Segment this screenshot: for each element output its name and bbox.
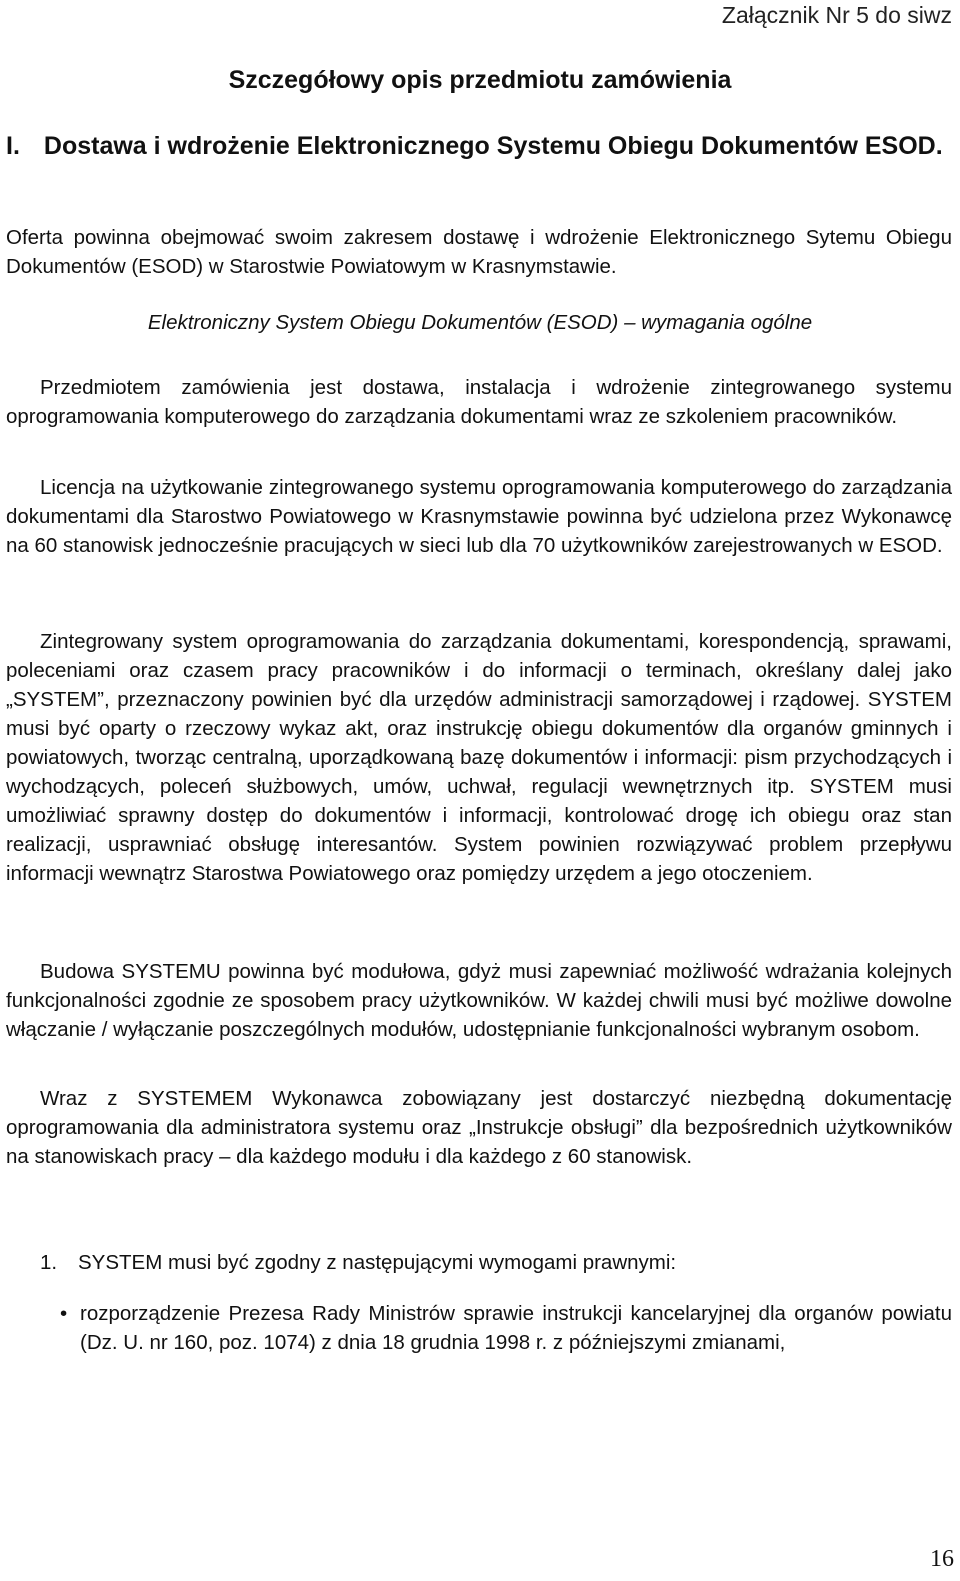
paragraph-5: Wraz z SYSTEMEM Wykonawca zobowiązany jest dostarczyć niezbędną dokumentację oprogramowania dla administratora systemu oraz „Instrukcje obsługi” dla bezpośrednich użytkowników na stanowiskach pracy – dla każdego modułu i dla każdego z 60 stanowisk. — [6, 1087, 952, 1168]
paragraph-2: Licencja na użytkowanie zintegrowanego systemu oprogramowania komputerowego do zarządzania dokumentami dla Starostwo Powiatowego w Krasnymstawie powinna być udzielona przez Wykonawcę na 60 stanowisk jednocześnie pracujących w sieci lub dla 70 użytkowników zarejestrowanych w ESOD. — [6, 476, 952, 557]
page-number: 16 — [930, 1546, 954, 1572]
section-heading — [6, 130, 952, 163]
bullet-item — [60, 1299, 952, 1357]
numbered-item — [40, 1251, 952, 1275]
paragraph-4: Budowa SYSTEMU powinna być modułowa, gdyż musi zapewniać możliwość wdrażania kolejnych funkcjonalności zgodnie ze sposobem pracy użytkowników. W każdej chwili musi być możliwe dowolne włączanie / wyłączanie poszczególnych modułów, udostępnianie funkcjonalności wybranym osobom. — [6, 960, 952, 1041]
section-title: Dostawa i wdrożenie Elektronicznego Systemu Obiegu Dokumentów ESOD. — [43, 132, 943, 160]
numbered-item-text: SYSTEM musi być zgodny z następującymi wymogami prawnymi: — [78, 1251, 677, 1274]
bullet-item-text: rozporządzenie Prezesa Rady Ministrów sprawie instrukcji kancelaryjnej dla organów powiatu (Dz. U. nr 160, poz. 1074) z dnia 18 grudnia 1998 r. z późniejszymi zmianami, — [80, 1302, 952, 1354]
section-number: I. — [6, 132, 20, 160]
document-title: Szczegółowy opis przedmiotu zamówienia — [228, 66, 732, 94]
paragraph-3: Zintegrowany system oprogramowania do zarządzania dokumentami, korespondencją, sprawami, poleceniami oraz czasem pracy pracowników i do informacji o terminach, określany dalej jako „SYSTEM”, przeznaczony powinien być dla urzędów administracji samorządowej i rządowej. SYSTEM musi być oparty o rzeczowy wykaz akt, oraz instrukcję obiegu dokumentów dla organów gminnych i powiatowych, tworząc centralną, uporządkowaną bazę dokumentów i informacji: pism przychodzących i wychodzących, poleceń służbowych, umów, uchwał, regulacji wewnętrznych itp. SYSTEM musi umożliwiać sprawny dostęp do dokumentów i informacji, kontrolować drogę ich obiegu oraz stan realizacji, usprawniać obsługę interesantów. System powinien rozwiązywać problem przepływu informacji wewnątrz Starostwa Powiatowego oraz pomiędzy urzędem a jego otoczeniem. — [6, 630, 952, 885]
paragraph-1: Przedmiotem zamówienia jest dostawa, instalacja i wdrożenie zintegrowanego systemu oprogramowania komputerowego do zarządzania dokumentami wraz ze szkoleniem pracowników. — [6, 376, 952, 428]
attachment-header: Załącznik Nr 5 do siwz — [721, 2, 952, 28]
requirements-subheading: Elektroniczny System Obiegu Dokumentów (ESOD) – wymagania ogólne — [147, 311, 813, 334]
bullet-icon: • — [60, 1302, 68, 1325]
intro-paragraph: Oferta powinna obejmować swoim zakresem dostawę i wdrożenie Elektronicznego Sytemu Obiegu Dokumentów (ESOD) w Starostwie Powiatowym w Krasnymstawie. — [6, 226, 952, 278]
numbered-item-number: 1. — [40, 1251, 58, 1274]
